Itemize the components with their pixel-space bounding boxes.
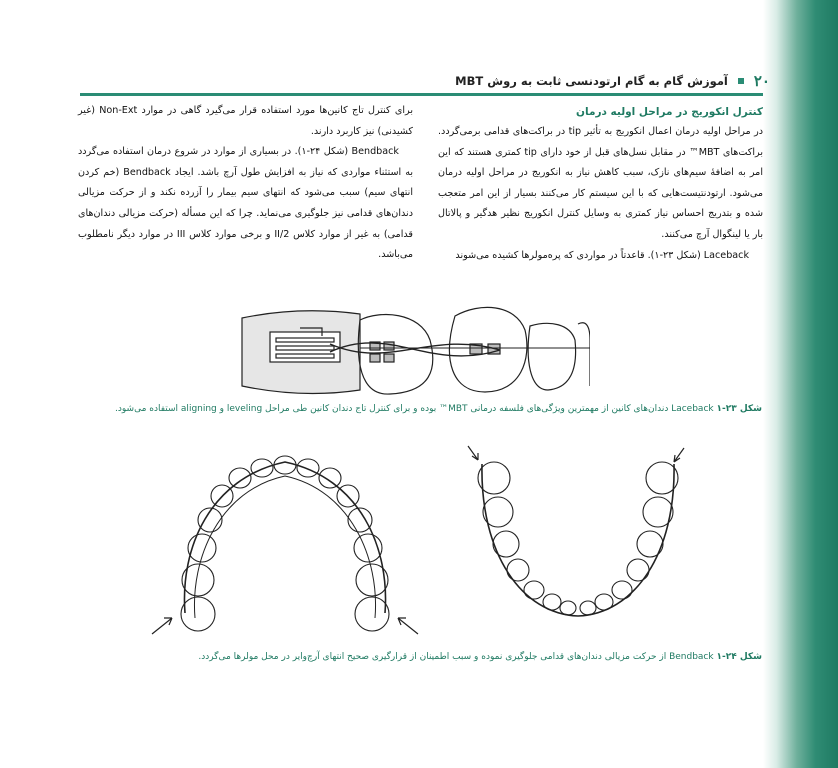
paragraph: Laceback (شکل ۲۳-۱). قاعدتاً در مواردی که پره‌مولرها کشیده می‌شوند xyxy=(455,249,749,261)
paragraph: در مراحل اولیه درمان اعمال انکوریج به تأثیر tip در براکت‌های قدامی برمی‌گردد. براکت‌های MBT™ در مقابل نسل‌های قبل از خود دارای tip کمتری هستند که این امر به اضافهٔ سیم‌های نازک، سبب کاهش نیاز به انکوریج در مراحل اولیه درمان می‌شود. ارتودنتیست‌هایی که با این سیستم کار می‌کنند بسیار از این امر متعجب شده و بتدریج احساس نیاز کمتری به وسایل کنترل انکوریج نظیر هدگیر و پالاتال بار یا لینگوال آرچ می‌کنند. xyxy=(438,126,763,240)
decorative-side-band xyxy=(763,0,838,768)
section-title: کنترل انکوریج در مراحل اولیه درمان xyxy=(576,106,763,118)
caption-text: Bendback از حرکت مزیالی دندان‌های قدامی جلوگیری نموده و سبب اطمینان از قرارگیری صحیح انتهای آرچ‌وایر در محل مولرها می‌گردد. xyxy=(198,652,714,662)
page-number: ۲۰ xyxy=(753,72,770,90)
caption-text: Laceback دندان‌های کانین از مهمترین ویژگی‌های فلسفه درمانی MBT™ بوده و برای کنترل تاج دندان کانین طی مراحل leveling و aligning استفاده می‌شود. xyxy=(115,404,714,414)
figure-label: شکل ۲۴-۱ xyxy=(716,652,762,662)
left-text-column xyxy=(78,101,413,266)
figure-23-caption xyxy=(82,404,762,414)
lower-arch-figure xyxy=(462,444,694,644)
paragraph: برای کنترل تاج کانین‌ها مورد استفاده قرار می‌گیرد گاهی در موارد Non-Ext (غیر کشیدنی) نیز کاربرد دارند. xyxy=(78,105,413,137)
running-title: آموزش گام به گام ارتودنسی ثابت به روش MBT xyxy=(455,74,728,88)
right-text-column xyxy=(438,102,763,266)
header-bullet xyxy=(738,78,744,84)
upper-arch-figure xyxy=(150,448,420,648)
page-header xyxy=(90,70,770,92)
paragraph: Bendback (شکل ۲۴-۱). در بسیاری از موارد در شروع درمان استفاده می‌گردد به استثناء مواردی که نیاز به افزایش طول آرچ باشد. ایجاد Bendback (خم کردن انتهای سیم) سبب می‌شود که انتهای سیم بیمار را آزرده نکند و از حرکت مزیالی دندان‌های قدامی نیز جلوگیری می‌نماید. چرا که این مسأله (حرکت مزیالی دندان‌های قدامی) به غیر از موارد کلاس II/2 و برخی موارد کلاس III در موارد دیگر نامطلوب می‌باشد. xyxy=(78,146,414,261)
laceback-figure xyxy=(230,300,590,400)
header-rule xyxy=(80,93,763,96)
figure-24-caption xyxy=(82,652,762,662)
figure-label: شکل ۲۳-۱ xyxy=(716,404,762,414)
